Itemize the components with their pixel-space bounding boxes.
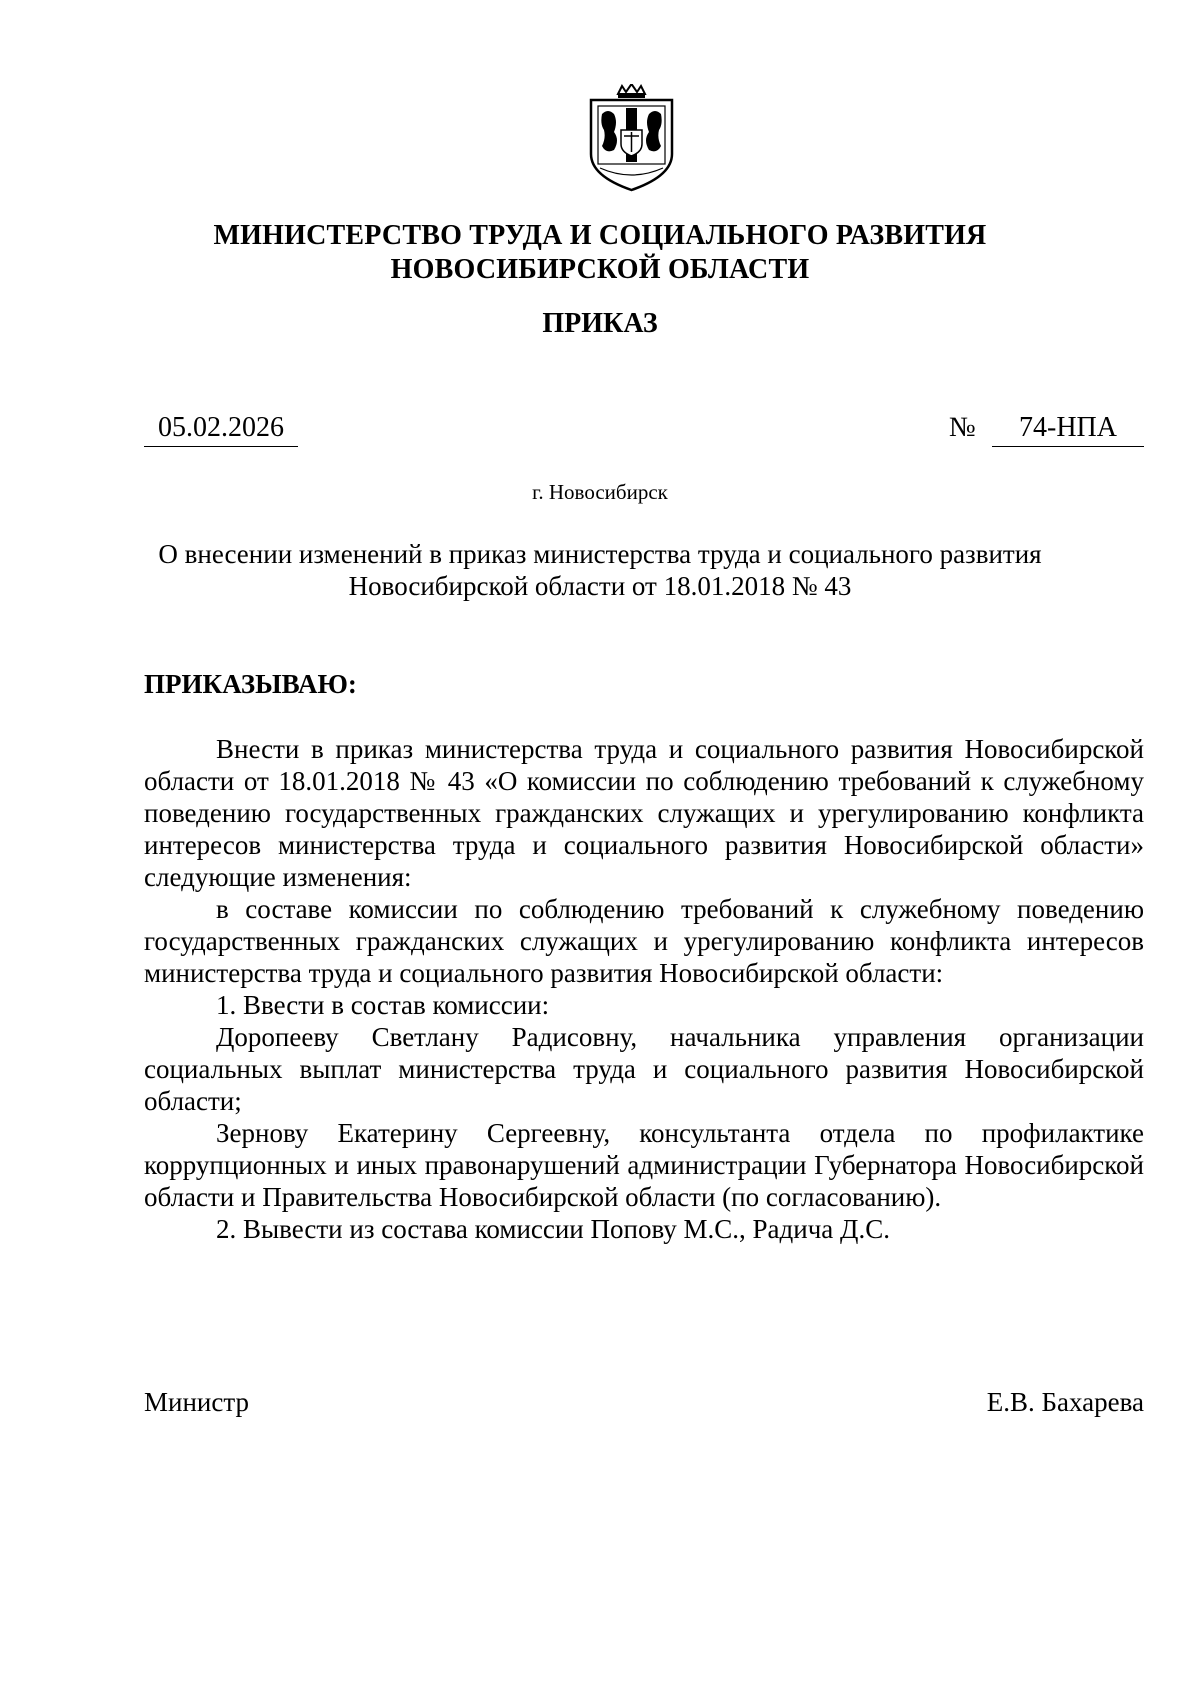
coat-of-arms-emblem — [588, 84, 675, 194]
body-paragraph: Доропееву Светлану Радисовну, начальника управления организации социальных выплат министерства труда и социального развития Новосибирской области; — [144, 1022, 1144, 1116]
body-paragraph: Зернову Екатерину Сергеевну, консультанта отдела по профилактике коррупционных и иных правонарушений администрации Губернатора Новосибирской области и Правительства Новосибирской области (по согласованию). — [144, 1118, 1144, 1212]
order-date: 05.02.2026 — [144, 410, 298, 447]
number-sign: № — [949, 412, 976, 443]
order-body — [144, 733, 1144, 1245]
city-location: г. Новосибирск — [532, 480, 668, 504]
ministry-name-line-2: НОВОСИБИРСКОЙ ОБЛАСТИ — [390, 254, 810, 285]
body-paragraph: Внести в приказ министерства труда и социального развития Новосибирской области от 18.01.2018 № 43 «О комиссии по соблюдению требований к служебному поведению государственных гражданских служащих и урегулированию конфликта интересов министерства труда и социального развития Новосибирской области» следующие изменения: — [144, 734, 1144, 892]
order-subject — [120, 538, 1080, 602]
signatory-title: Министр — [144, 1387, 249, 1417]
body-paragraph: 2. Вывести из состава комиссии Попову М.С., Радича Д.С. — [216, 1214, 890, 1244]
decree-heading: ПРИКАЗЫВАЮ: — [144, 669, 357, 699]
order-number: 74-НПА — [992, 410, 1144, 447]
document-type-title: ПРИКАЗ — [542, 308, 658, 339]
order-subject-line-1: О внесении изменений в приказ министерства труда и социального развития — [158, 539, 1042, 569]
body-paragraph: 1. Ввести в состав комиссии: — [216, 990, 550, 1020]
ministry-name-line-1: МИНИСТЕРСТВО ТРУДА И СОЦИАЛЬНОГО РАЗВИТИЯ — [213, 220, 987, 251]
signatory-name: Е.В. Бахарева — [986, 1387, 1144, 1417]
order-subject-line-2: Новосибирской области от 18.01.2018 № 43 — [348, 571, 852, 601]
body-paragraph: в составе комиссии по соблюдению требований к служебному поведению государственных гражданских служащих и урегулированию конфликта интересов министерства труда и социального развития Новосибирской области: — [144, 894, 1144, 988]
